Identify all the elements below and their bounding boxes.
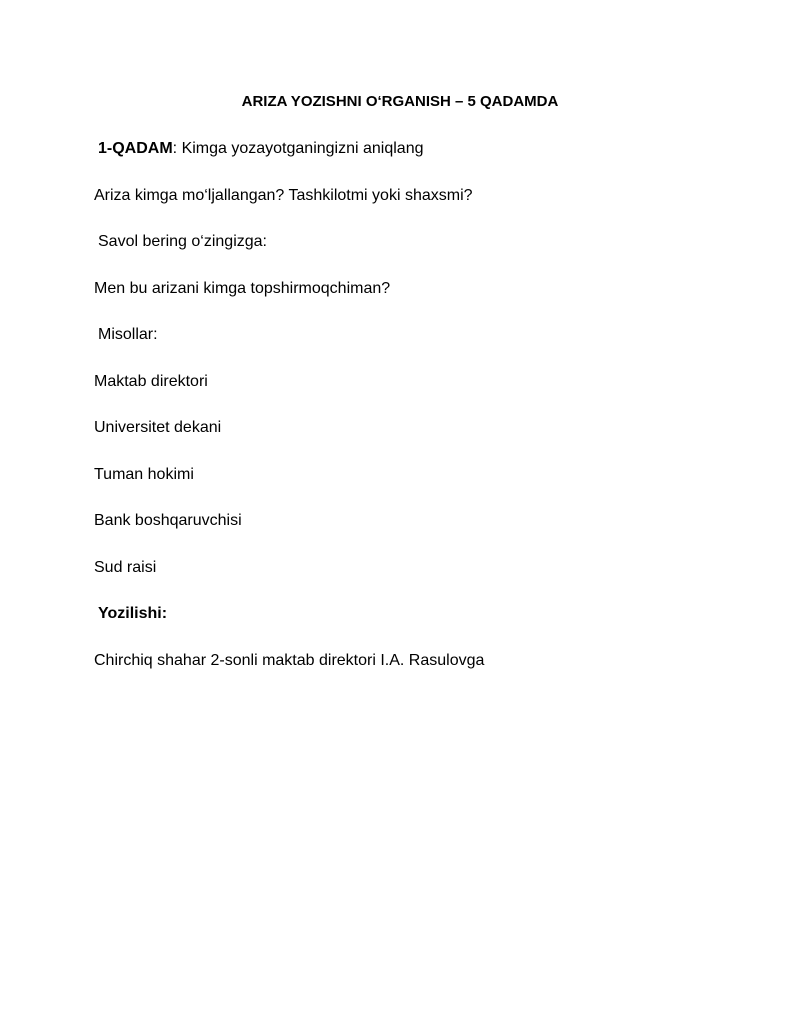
writing-example: Chirchiq shahar 2-sonli maktab direktori I.A. Rasulovga	[94, 652, 485, 669]
step-label: 1-QADAM	[98, 140, 173, 157]
writing-label: Yozilishi:	[98, 605, 168, 622]
example-item: Tuman hokimi	[94, 466, 194, 483]
step-heading	[98, 139, 424, 159]
step-text: : Kimga yozayotganingizni aniqlang	[172, 140, 424, 157]
example-item: Maktab direktori	[94, 373, 208, 390]
example-item: Bank boshqaruvchisi	[94, 512, 242, 529]
examples-label: Misollar:	[98, 326, 158, 343]
example-item: Universitet dekani	[94, 419, 222, 436]
self-question-line: Men bu arizani kimga topshirmoqchiman?	[94, 280, 391, 297]
ask-yourself-line: Savol bering o‘zingizga:	[98, 233, 267, 250]
document-title: ARIZA YOZISHNI O‘RGANISH – 5 QADAMDA	[241, 93, 559, 110]
example-item: Sud raisi	[94, 559, 157, 576]
question-line: Ariza kimga mo‘ljallangan? Tashkilotmi yoki shaxsmi?	[94, 187, 473, 204]
